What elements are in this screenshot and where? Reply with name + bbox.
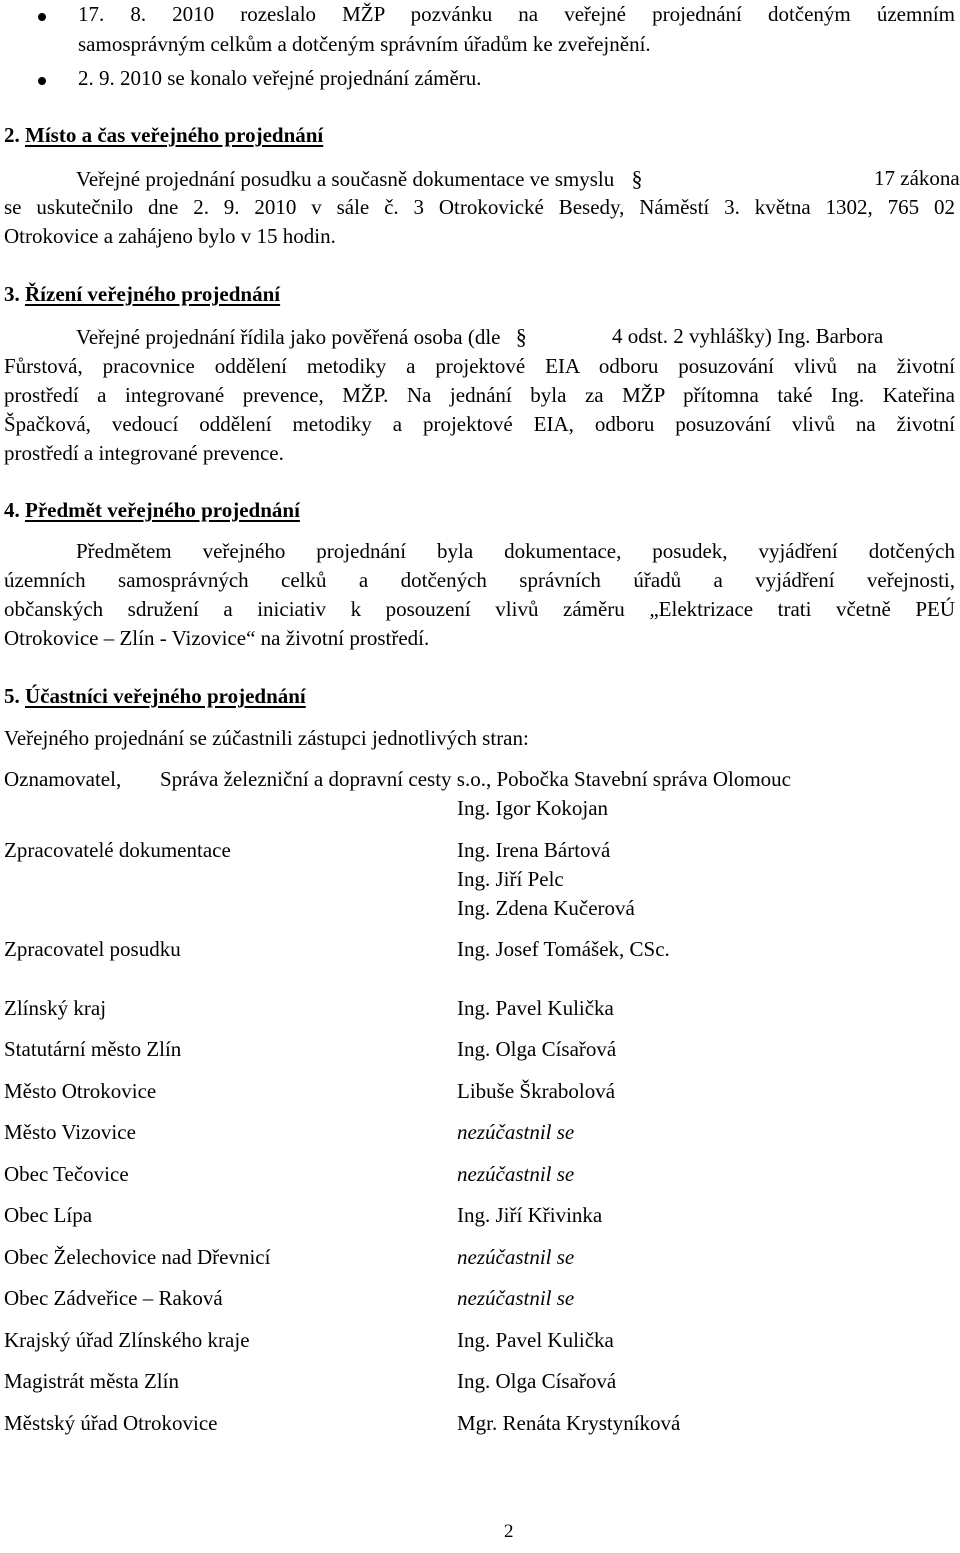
bullet-2-line-1: 2. 9. 2010 se konalo veřejné projednání záměru. xyxy=(78,66,482,90)
section-4-line-3: občanských sdružení a iniciativ k posouzení vlivů záměru „Elektrizace trati včetně PEÚ xyxy=(4,597,955,621)
section-2-line-1b: 17 zákona xyxy=(874,166,960,190)
section-3-line-5: prostředí a integrované prevence. xyxy=(4,441,284,465)
bullet-icon xyxy=(38,13,46,21)
doc-author: Ing. Zdena Kučerová xyxy=(457,896,635,920)
section-3-line-1b: 4 odst. 2 vyhlášky) Ing. Barbora xyxy=(612,324,884,348)
participant-person: Ing. Pavel Kulička xyxy=(457,1328,614,1352)
notifier-org: Správa železniční a dopravní cesty s.o., Pobočka Stavební správa Olomouc xyxy=(160,767,791,791)
section-3-line-4: Špačková, vedoucí oddělení metodiky a projektové EIA, odboru posuzování vlivů na životní xyxy=(4,412,955,436)
participant-org: Statutární město Zlín xyxy=(4,1037,182,1061)
section-5-intro: Veřejného projednání se zúčastnili zástupci jednotlivých stran: xyxy=(4,726,529,750)
participant-org: Městský úřad Otrokovice xyxy=(4,1411,218,1435)
section-4-number: 4. xyxy=(4,498,20,522)
participant-person: Mgr. Renáta Krystyníková xyxy=(457,1411,681,1435)
section-3-line-1a: Veřejné projednání řídila jako pověřená osoba (dle xyxy=(76,325,501,349)
section-3-line-1 xyxy=(76,324,527,350)
participant-person: Ing. Olga Císařová xyxy=(457,1037,617,1061)
participant-person: Ing. Jiří Křivinka xyxy=(457,1203,603,1227)
doc-authors-label: Zpracovatelé dokumentace xyxy=(4,838,231,862)
bullet-1-line-2: samosprávným celkům a dotčeným správním úřadům ke zveřejnění. xyxy=(78,32,651,56)
section-2-number: 2. xyxy=(4,123,20,147)
section-3-line-3: prostředí a integrované prevence, MŽP. Na jednání byla za MŽP přítomna také Ing. Kateřina xyxy=(4,383,955,407)
paragraph-sign: § xyxy=(515,324,527,349)
participant-org: Zlínský kraj xyxy=(4,996,107,1020)
participant-person: Ing. Pavel Kulička xyxy=(457,996,614,1020)
bullet-1-line-1: 17. 8. 2010 rozeslalo MŽP pozvánku na veřejné projednání dotčeným územním xyxy=(78,2,955,26)
participant-person: Libuše Škrabolová xyxy=(457,1079,616,1103)
participant-org: Obec Želechovice nad Dřevnicí xyxy=(4,1245,271,1269)
participant-org: Město Otrokovice xyxy=(4,1079,157,1103)
participant-absent: nezúčastnil se xyxy=(457,1245,575,1269)
section-4-heading xyxy=(4,498,300,523)
participant-org: Město Vizovice xyxy=(4,1120,136,1144)
section-3-line-2: Fůrstová, pracovnice oddělení metodiky a projektové EIA odboru posuzování vlivů na životní xyxy=(4,354,955,378)
participant-person: Ing. Olga Císařová xyxy=(457,1369,617,1393)
section-2-line-3: Otrokovice a zahájeno bylo v 15 hodin. xyxy=(4,224,336,248)
section-4-line-4: Otrokovice – Zlín - Vizovice“ na životní prostředí. xyxy=(4,626,430,650)
participant-org: Obec Zádveřice – Raková xyxy=(4,1286,223,1310)
section-5-number: 5. xyxy=(4,684,20,708)
doc-author: Ing. Jiří Pelc xyxy=(457,867,564,891)
doc-author: Ing. Irena Bártová xyxy=(457,838,611,862)
participant-absent: nezúčastnil se xyxy=(457,1286,575,1310)
participant-absent: nezúčastnil se xyxy=(457,1162,575,1186)
notifier-label: Oznamovatel, xyxy=(4,767,122,791)
participant-org: Magistrát města Zlín xyxy=(4,1369,179,1393)
participant-org: Obec Lípa xyxy=(4,1203,93,1227)
page-number: 2 xyxy=(504,1521,514,1542)
section-2-line-2: se uskutečnilo dne 2. 9. 2010 v sále č. 3 Otrokovické Besedy, Náměstí 3. května 1302, 765 02 xyxy=(4,195,955,219)
section-3-title: Řízení veřejného projednání xyxy=(25,282,281,306)
section-4-line-1: Předmětem veřejného projednání byla dokumentace, posudek, vyjádření dotčených xyxy=(76,539,955,563)
report-author: Ing. Josef Tomášek, CSc. xyxy=(457,937,670,961)
section-2-line-1-text: Veřejné projednání posudku a současně dokumentace ve smyslu xyxy=(76,167,615,191)
paragraph-sign: § xyxy=(631,166,643,191)
participant-absent: nezúčastnil se xyxy=(457,1120,575,1144)
section-4-title: Předmět veřejného projednání xyxy=(25,498,300,522)
participant-org: Krajský úřad Zlínského kraje xyxy=(4,1328,250,1352)
report-author-label: Zpracovatel posudku xyxy=(4,937,181,961)
notifier-person: Ing. Igor Kokojan xyxy=(457,796,609,820)
section-2-heading xyxy=(4,123,323,148)
section-3-heading xyxy=(4,282,280,307)
section-5-heading xyxy=(4,684,306,709)
section-3-number: 3. xyxy=(4,282,20,306)
section-2-line-1 xyxy=(76,166,643,192)
section-5-title: Účastníci veřejného projednání xyxy=(25,684,306,708)
section-4-line-2: územních samosprávných celků a dotčených správních úřadů a vyjádření veřejnosti, xyxy=(4,568,955,592)
section-2-title: Místo a čas veřejného projednání xyxy=(25,123,324,147)
participant-org: Obec Tečovice xyxy=(4,1162,129,1186)
bullet-icon xyxy=(38,77,46,85)
